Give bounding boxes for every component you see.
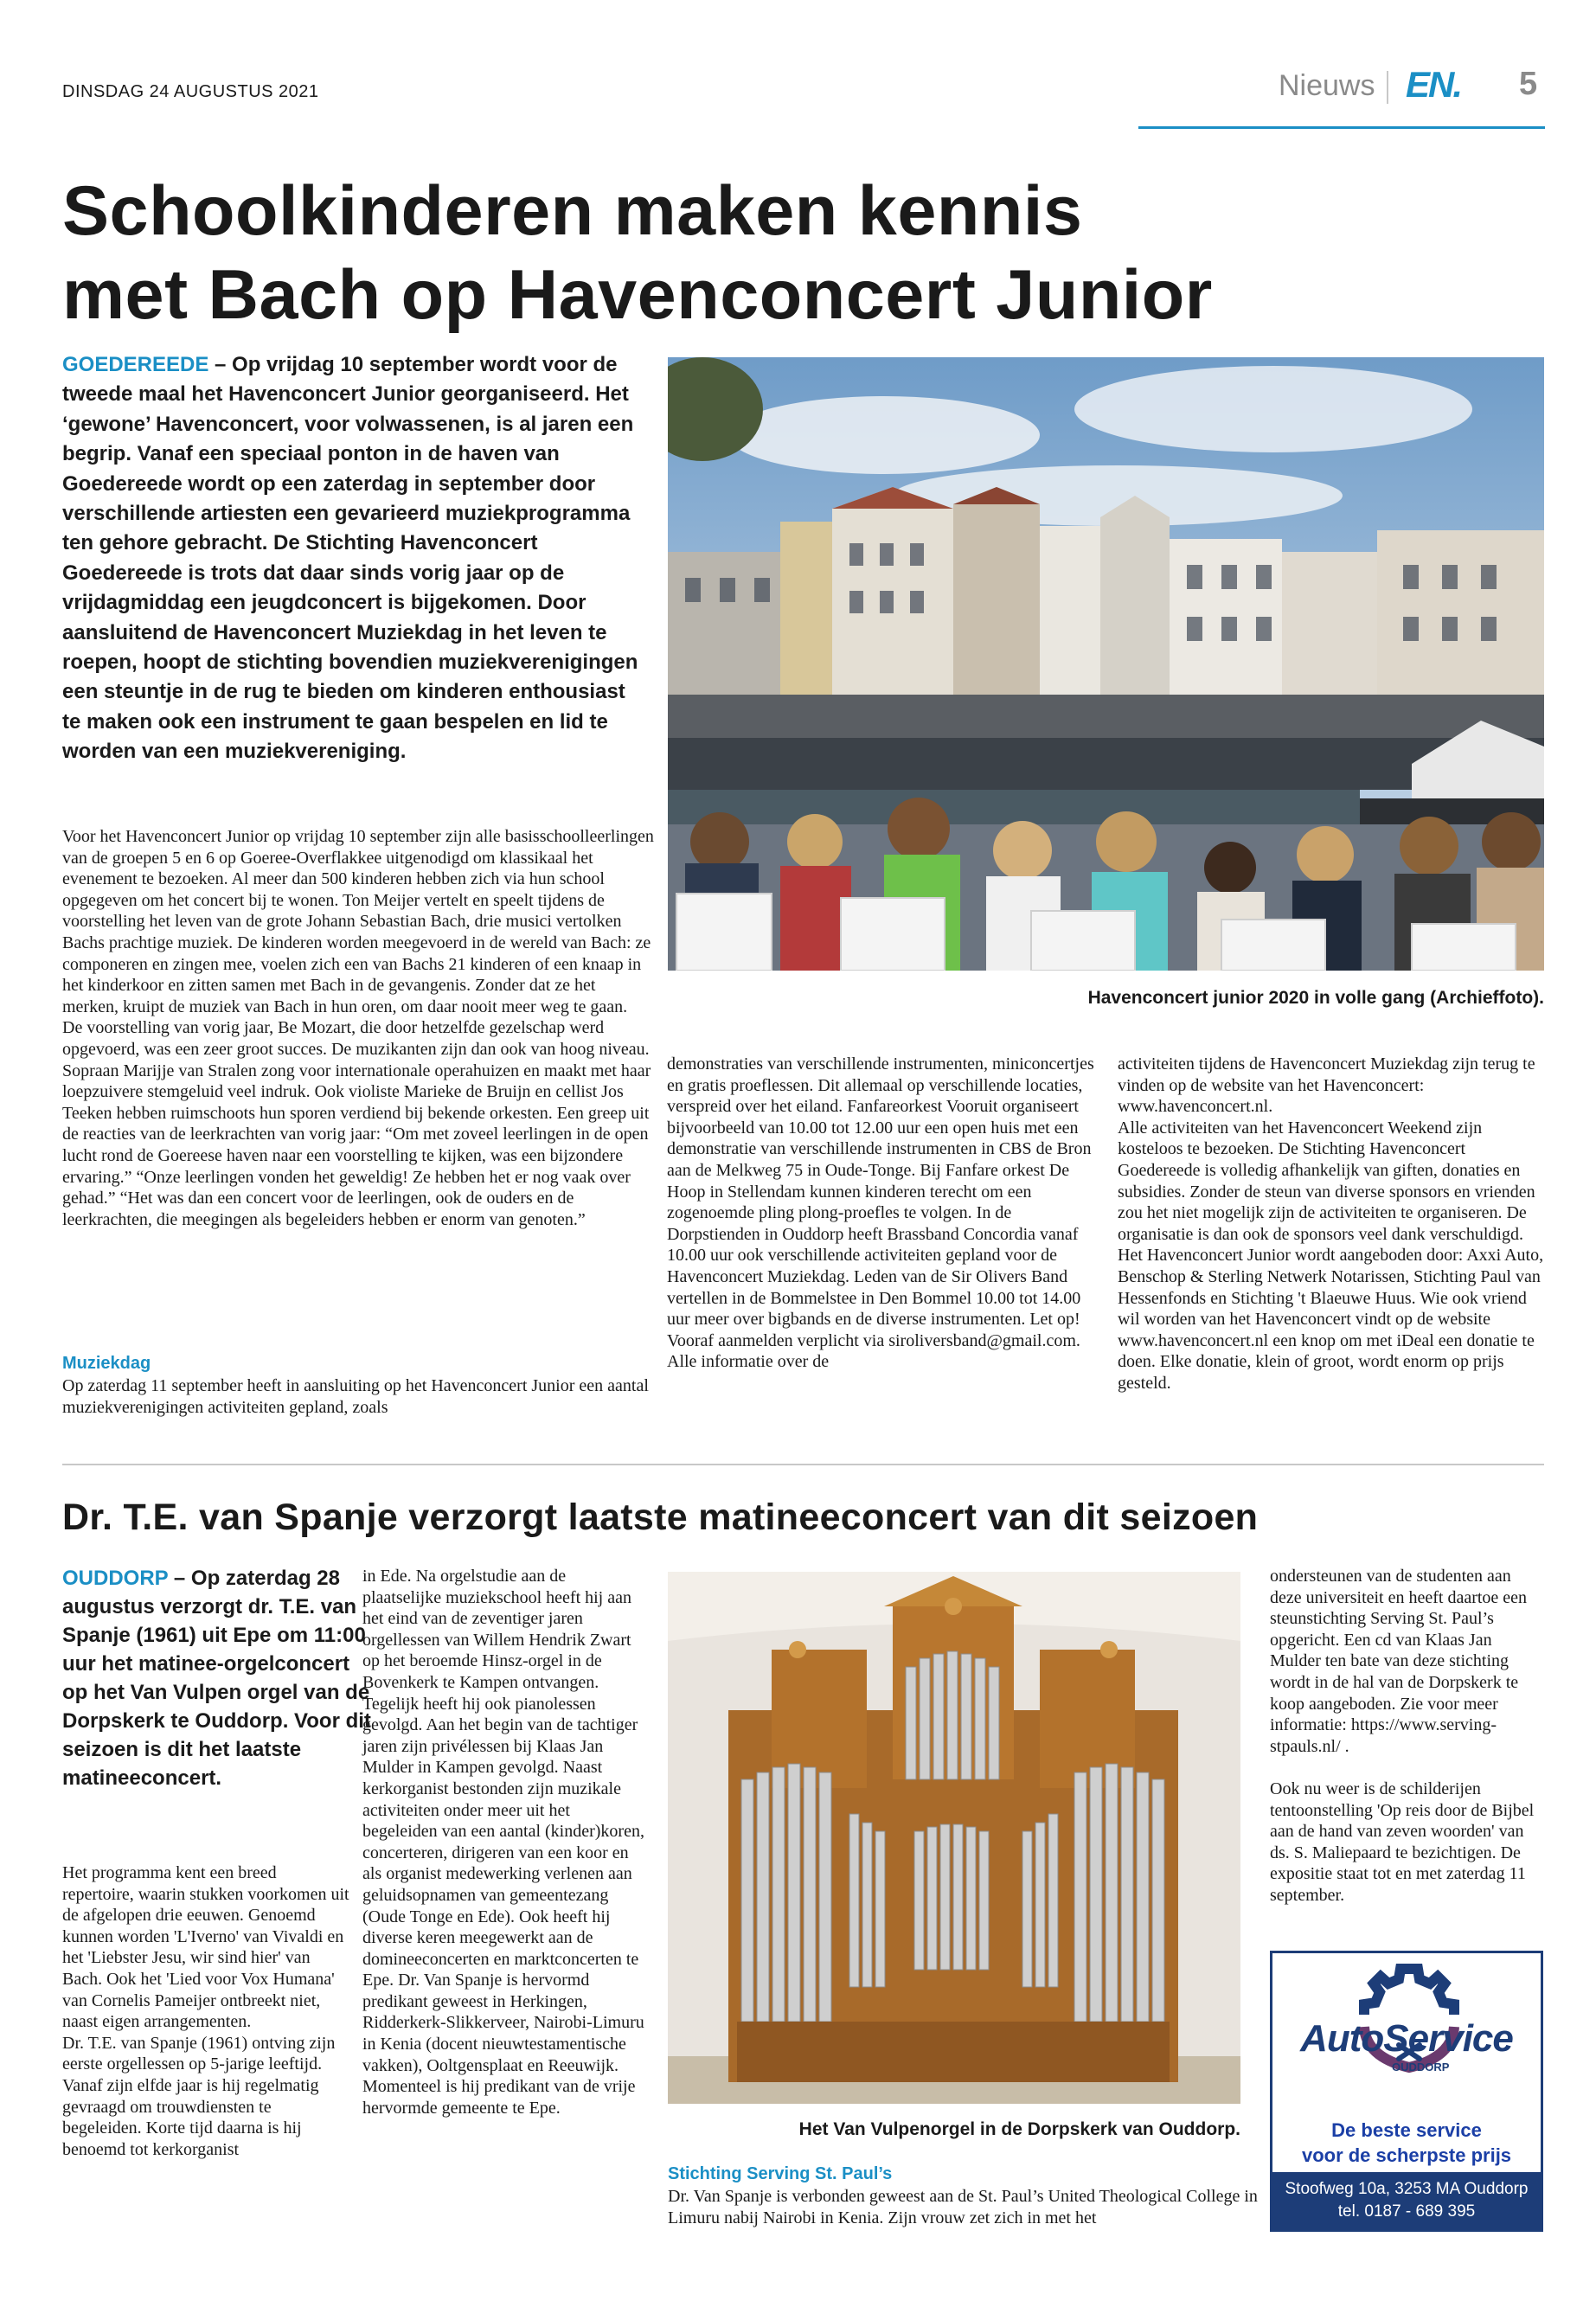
article2-lead [62, 1564, 374, 1792]
section-label: Nieuws [1279, 69, 1375, 102]
article1-headline [62, 170, 1360, 337]
header-separator [1387, 71, 1388, 104]
organ-photo [668, 1572, 1240, 2104]
article1-lead-text: – Op vrijdag 10 september wordt voor de tweede maal het Havenconcert Junior georganiseerd. Het ‘gewone’ Havenconcert, voor volwassenen, is al jaren een begrip. Vanaf een speciaal ponton in de haven van Goedereede wordt op een zaterdag in september door verschillende artiesten een gevarieerd muziekprogramma ten gehore gebracht. De Stichting Havenconcert Goedereede is trots dat daar sinds vorig jaar op de vrijdagmiddag een jeugdconcert is bijgekomen. Door aansluitend de Havenconcert Muziekdag in het leven te roepen, hoopt de stichting bovendien muziekverenigingen een steuntje in de rug te bieden om kinderen enthousiast te maken ook een instrument te gaan bespelen en lid te worden van een muziekvereniging. [62, 353, 638, 764]
photo2-caption: Het Van Vulpenorgel in de Dorpskerk van Ouddorp. [798, 2119, 1240, 2139]
headline-line-1: Schoolkinderen maken kennis [62, 172, 1083, 250]
article2-dateline: OUDDORP [62, 1567, 169, 1590]
ad-slogan [1272, 2118, 1541, 2168]
article2-body-col2: in Ede. Na orgelstudie aan de plaatselijke muziekschool heeft hij aan het eind van de zeventiger jaren orgellessen van Willem Hendrik Zwart op het beroemde Hinsz-orgel in de Bovenkerk te Kampen ontvangen. Tegelijk heeft hij ook pianolessen gevolgd. Aan het begin van de tachtiger jaren zijn privélessen bij Klaas Jan Mulder in Kampen gevolgd. Naast kerkorganist bestonden zijn muzikale activiteiten onder meer uit het begeleiden van een aantal (kinder)koren, concerteren, dirigeren van een koor en als organist medewerking verlenen aan geluidsopnamen van gemeentezang (Oude Tonge en Ede). Ook heeft hij diverse keren meegewerkt aan de domineeconcerten en marktconcerten te Epe. Dr. Van Spanje is hervormd predikant geweest in Herkingen, Ridderkerk-Slikkerveer, Nairobi-Limuru in Kenia (docent nieuwtestamentische vakken), Ooltgensplaat en Reeuwijk. Momenteel is hij predikant van de vrije hervormde gemeente te Epe. [362, 1567, 644, 2118]
article2-subhead: Stichting Serving St. Paul’s [668, 2164, 893, 2183]
ad-slogan-line-2: voor de scherpste prijs [1301, 2144, 1512, 2166]
ad-address: Stoofweg 10a, 3253 MA Ouddorp [1285, 2180, 1529, 2198]
header-rule [1138, 126, 1545, 129]
article1-dateline: GOEDEREEDE [62, 353, 209, 376]
page-number: 5 [1519, 66, 1538, 102]
autoservice-advertisement [1270, 1951, 1543, 2232]
article2-lead-text: – Op zaterdag 28 augustus verzorgt dr. T.E. van Spanje (1961) uit Epe om 11:00 uur het matinee-orgelconcert op het Van Vulpen orgel van de Dorpskerk te Ouddorp. Voor dit seizoen is dit het laatste matineeconcert. [62, 1567, 371, 1790]
headline-line-2: met Bach op Havenconcert Junior [62, 256, 1213, 334]
issue-date: DINSDAG 24 AUGUSTUS 2021 [62, 82, 319, 101]
ad-brand-location: OUDDORP [1392, 2061, 1450, 2073]
article1-subhead: Muziekdag [62, 1354, 151, 1373]
ad-phone: tel. 0187 - 689 395 [1337, 2202, 1476, 2221]
article2-body-col3: Dr. Van Spanje is verbonden geweest aan de St. Paul’s United Theological College in Limuru nabij Nairobi in Kenia. Zijn vrouw zet zich in met het [668, 2187, 1258, 2227]
article1-body-col1: Voor het Havenconcert Junior op vrijdag 10 september zijn alle basisschoolleerlingen van de groepen 5 en 6 op Goeree-Overflakkee uitgenodigd om klassikaal het evenement te bezoeken. Al meer dan 500 kinderen hebben zich via hun school opgegeven om het concert bij te wonen. Ton Meijer vertelt en speelt tijdens de voorstelling het leven van de grote Johann Sebastian Bach, drie musici vertolken Bachs prachtige muziek. De kinderen worden meegevoerd in de wereld van Bach: ze componeren en zingen mee, voelen zich een van Bachs 21 kinderen of een knaap in het kinderkoor en zitten samen met Bach in de gevangenis. Zonder dat ze het merken, kruipt de muziek van Bach in hun oren, om daar nooit meer weg te gaan. De voorstelling van vorig jaar, Be Mozart, die door hetzelfde gezelschap werd opgevoerd, was een zeer groot succes. De muzikanten zijn dan ook van hoog niveau. Sopraan Marijje van Stralen zong voor internationale operahuizen en maakt met haar loepzuivere stemgeluid veel indruk. Ook violiste Marieke de Bruijn en cellist Jos Teeken hebben ruimschoots hun sporen verdiend bij bekende orkesten. Een greep uit de reacties van de leerkrachten van vorig jaar: “Om met zoveel leerlingen in de open lucht rond de Goereese haven naar een voorstelling te kijken, was een bijzondere ervaring.” “Onze leerlingen vonden het geweldig! Ze hebben het er nog vaak over gehad.” “Het was dan een concert voor de leerlingen, ook de ouders en de leerkrachten, die meegingen als begeleiders hebben er enorm van genoten.” [62, 827, 654, 1229]
article2-headline: Dr. T.E. van Spanje verzorgt laatste matineeconcert van dit seizoen [62, 1497, 1259, 1538]
photo1-caption: Havenconcert junior 2020 in volle gang (Archieffoto). [1087, 988, 1544, 1008]
article1-body-col3: activiteiten tijdens de Havenconcert Muziekdag zijn terug te vinden op de website van het Havenconcert: www.havenconcert.nl. Alle activiteiten van het Havenconcert Weekend zijn kosteloos te bezoeken. De Stichting Havenconcert Goedereede is volledig afhankelijk van giften, donaties en subsidies. Zonder de steun van diverse sponsors en vrienden zou het niet mogelijk zijn de activiteiten te organiseren. De organisatie is dan ook de sponsors veel dank verschuldigd. Het Havenconcert Junior wordt aangeboden door: Axxi Auto, Benschop & Sterling Netwerk Notarissen, Stichting Paul van Hessenfonds en Stichting 't Blaeuwe Huus. Wie ook vriend wil worden van het Havenconcert vindt op de website www.havenconcert.nl een knop om met iDeal een donatie te doen. Elke donatie, klein of groot, wordt enorm op prijs gesteld. [1118, 1054, 1544, 1393]
harbour-concert-photo [668, 357, 1544, 971]
article2-body-col4: ondersteunen van de studenten aan deze universiteit en heeft daartoe een steunstichting Serving St. Paul’s opgericht. Een cd van Klaas Jan Mulder ten bate van deze stichting wordt in de hal van de Dorpskerk te koop aangeboden. Zie voor meer informatie: https://www.serving-stpauls.nl/ . Ook nu weer is de schilderijen tentoonstelling 'Op reis door de Bijbel aan de hand van zeven woorden' van ds. S. Maliepaard te bezichtigen. De expositie staat tot en met zaterdag 11 september. [1270, 1567, 1535, 1905]
newspaper-logo: EN. [1406, 64, 1462, 105]
ad-slogan-line-1: De beste service [1331, 2119, 1482, 2141]
article1-body-col2: demonstraties van verschillende instrumenten, miniconcertjes en gratis proeflessen. Dit allemaal op verschillende locaties, verspreid over het eiland. Fanfareorkest Vooruit organiseert bijvoorbeeld van 10.00 tot 12.00 uur een open huis met een demonstratie van verschillende instrumenten in CBS de Bron aan de Melkweg 75 in Oude-Tonge. Bij Fanfare orkest De Hoop in Stellendam kunnen kinderen terecht om een zogenoemde pling plong-proefles te volgen. In de Dorpstienden in Ouddorp heeft Brassband Concordia vanaf 10.00 uur ook verschillende activiteiten gepland voor de Havenconcert Muziekdag. Leden van de Sir Olivers Band vertellen in de Bommelstee in Den Bommel 10.00 tot 14.00 uur meer over bigbands en de diverse instrumenten. Let op! Vooraf aanmelden verplicht via siroliversband@gmail.com. Alle informatie over de [667, 1054, 1094, 1372]
article1-body-col1b: Op zaterdag 11 september heeft in aansluiting op het Havenconcert Junior een aantal muziekverenigingen activiteiten gepland, zoals [62, 1376, 649, 1417]
article2-body-col1: Het programma kent een breed repertoire, waarin stukken voorkomen uit de afgelopen drie eeuwen. Genoemd kunnen worden 'L'Iverno' van Vivaldi en het 'Liebster Jesu, wir sind hier' van Bach. Ook het 'Lied voor Vox Humana' van Cornelis Pameijer ontbreekt niet, naast eigen arrangementen. Dr. T.E. van Spanje (1961) ontving zijn eerste orgellessen op 5-jarige leeftijd. Vanaf zijn elfde jaar is hij regelmatig gevraagd om trouwdiensten te begeleiden. Korte tijd daarna is hij benoemd tot kerkorganist [62, 1863, 349, 2159]
article1-lead [62, 350, 644, 767]
article-divider [62, 1464, 1544, 1465]
ad-contact-bar [1272, 2172, 1541, 2229]
ad-brand-name: AutoService [1300, 2017, 1513, 2060]
